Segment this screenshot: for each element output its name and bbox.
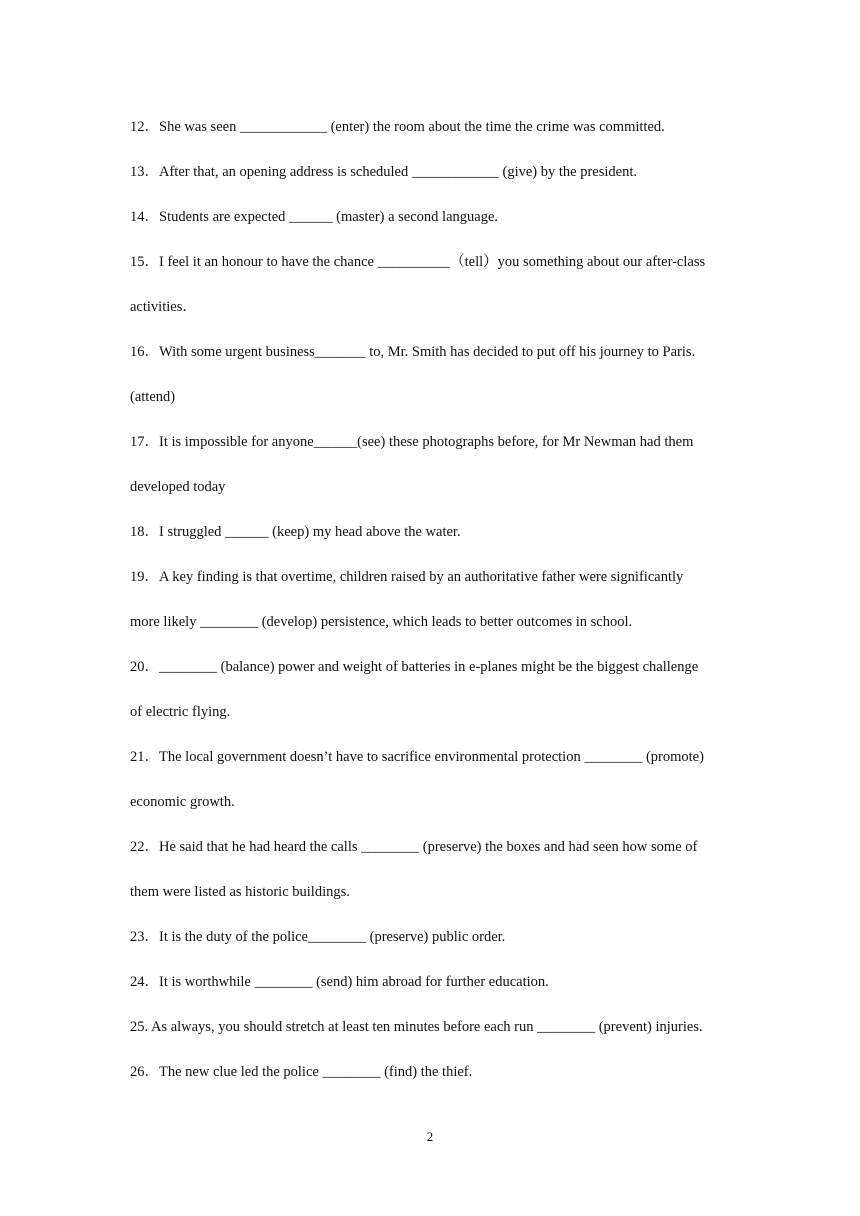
- text-line: 26．The new clue led the police ________ (find) the thief.: [130, 1064, 473, 1080]
- text-line: 24．It is worthwhile ________ (send) him abroad for further education.: [130, 974, 549, 990]
- text-line: 17．It is impossible for anyone______(see) these photographs before, for Mr Newman had them: [130, 434, 694, 450]
- text-line: activities．: [130, 299, 197, 315]
- text-line: 23．It is the duty of the police________ (preserve) public order.: [130, 929, 506, 945]
- text-line: 21．The local government doesn’t have to sacrifice environmental protection ________ (promote): [130, 749, 704, 765]
- text-line: 13．After that, an opening address is scheduled ____________ (give) by the president.: [130, 164, 637, 180]
- text-line: them were listed as historic buildings.: [130, 884, 350, 900]
- text-line: 15．I feel it an honour to have the chance __________（tell）you something about our after-class: [130, 254, 706, 270]
- text-line: 14．Students are expected ______ (master) a second language.: [130, 209, 499, 225]
- text-line: 18．I struggled ______ (keep) my head above the water.: [130, 524, 461, 540]
- text-line: 16．With some urgent business_______ to, Mr. Smith has decided to put off his journey to Paris.: [130, 344, 696, 360]
- text-line: more likely ________ (develop) persistence, which leads to better outcomes in school.: [130, 614, 633, 630]
- text-line: 22．He said that he had heard the calls ________ (preserve) the boxes and had seen how some of: [130, 839, 698, 855]
- page-number: 2: [426, 1129, 434, 1144]
- text-line: 19．A key finding is that overtime, children raised by an authoritative father were significantly: [130, 569, 684, 585]
- text-line: developed today: [130, 479, 226, 495]
- text-line: (attend): [130, 389, 176, 405]
- text-line: of electric flying.: [130, 704, 231, 720]
- text-line: economic growth.: [130, 794, 235, 810]
- text-line: 12．She was seen ____________ (enter) the room about the time the crime was committed.: [130, 119, 665, 135]
- text-line: 20．________ (balance) power and weight of batteries in e-planes might be the biggest challenge: [130, 659, 699, 675]
- text-line: 25. As always, you should stretch at least ten minutes before each run ________ (prevent) injuries.: [130, 1019, 703, 1035]
- exercise-list: [130, 112, 740, 1102]
